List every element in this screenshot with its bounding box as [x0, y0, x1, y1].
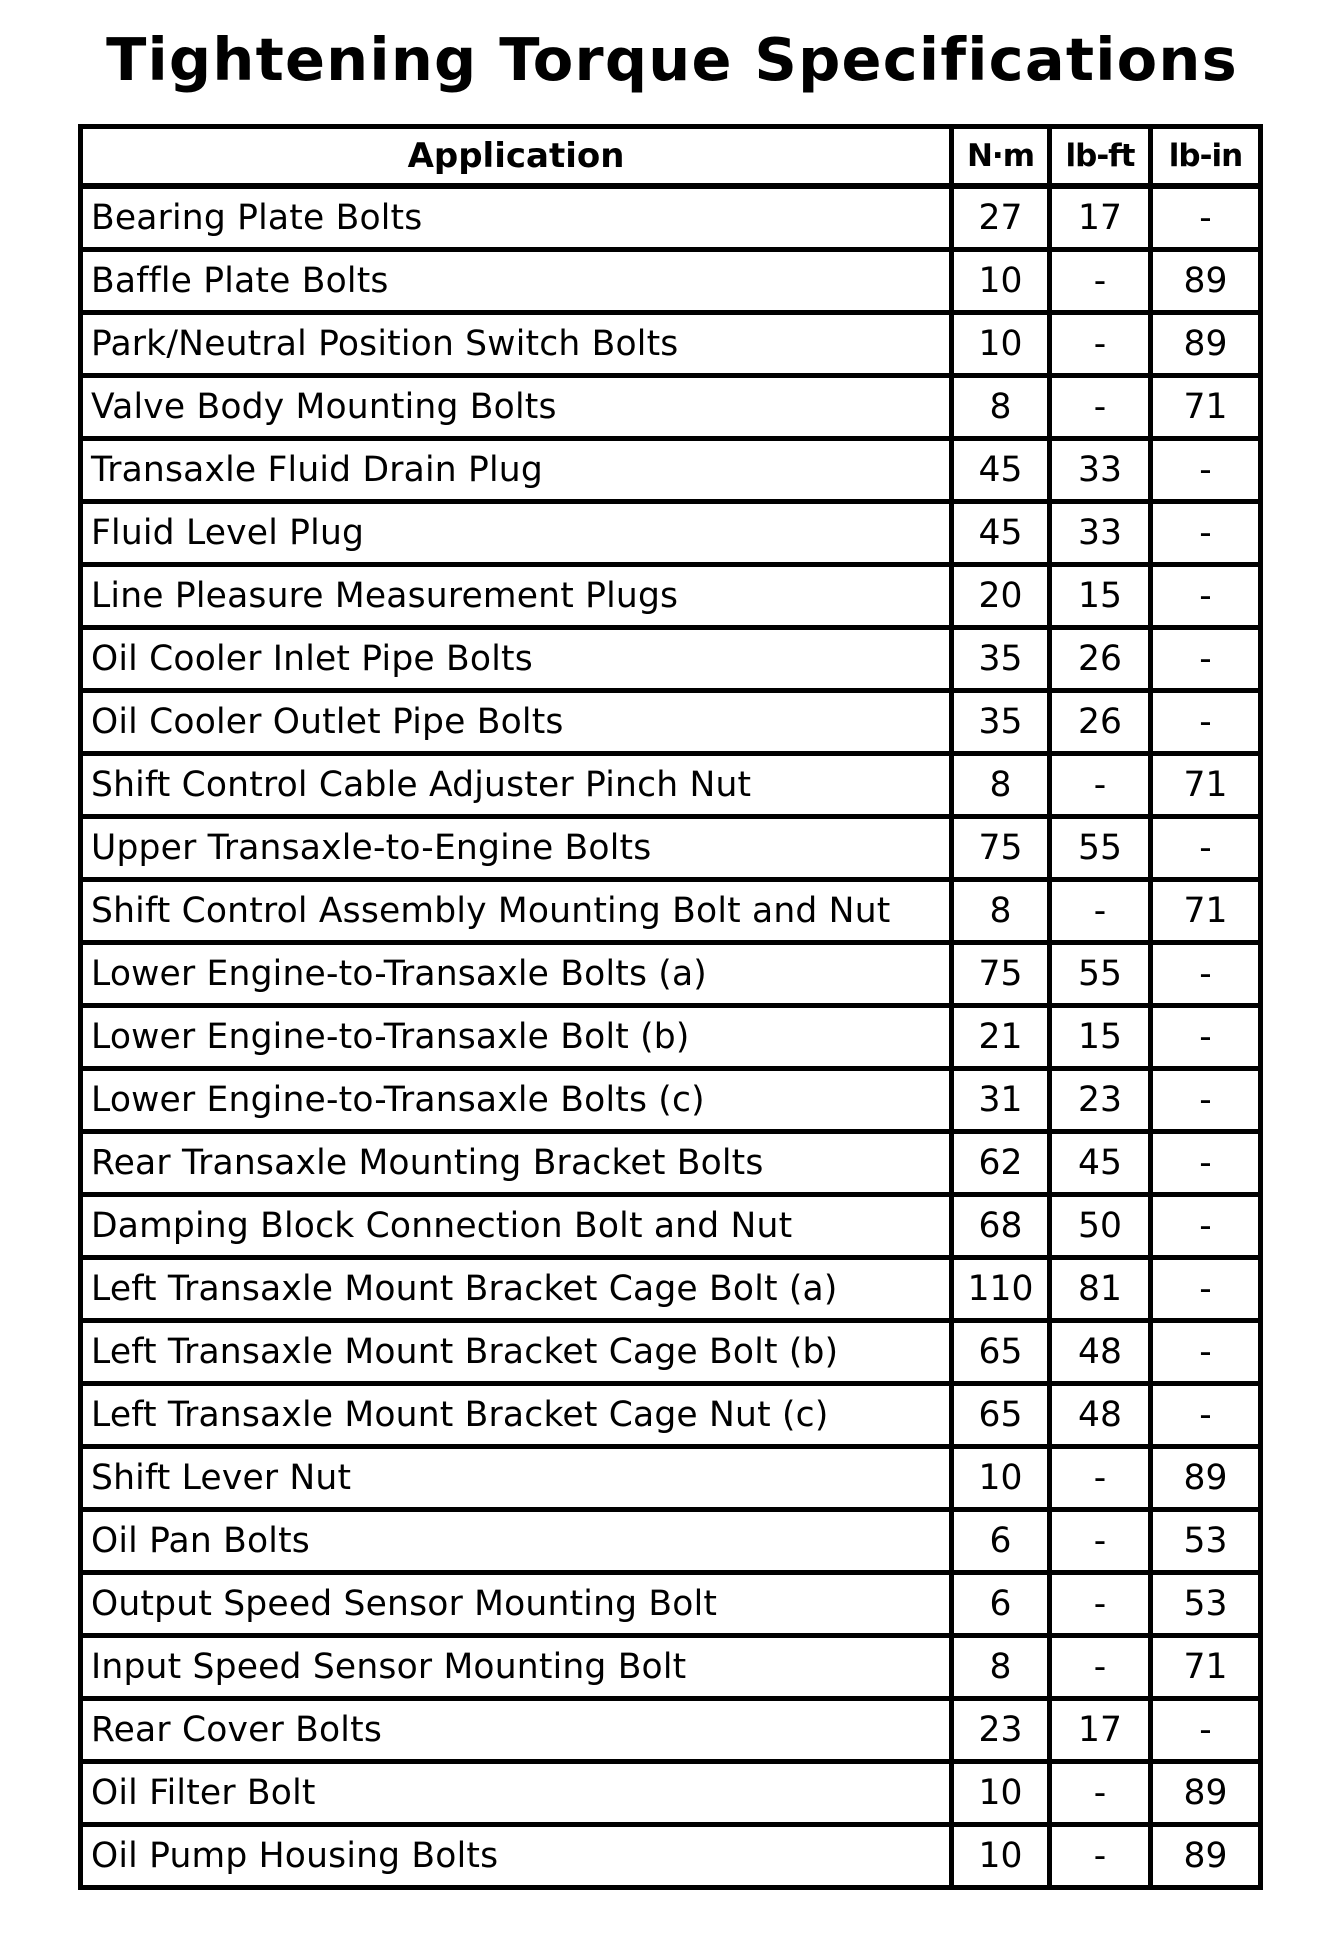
cell-lb-ft: 45	[1050, 1132, 1151, 1195]
cell-nm: 65	[952, 1384, 1050, 1447]
cell-lb-ft: -	[1050, 1762, 1151, 1825]
cell-lb-ft: -	[1050, 1825, 1151, 1888]
cell-nm: 110	[952, 1258, 1050, 1321]
cell-lb-ft: 81	[1050, 1258, 1151, 1321]
cell-nm: 35	[952, 691, 1050, 754]
cell-lb-ft: -	[1050, 250, 1151, 313]
table-row	[81, 1195, 1261, 1258]
cell-lb-in: 89	[1151, 313, 1261, 376]
cell-lb-in: -	[1151, 1069, 1261, 1132]
cell-lb-ft: 15	[1050, 565, 1151, 628]
cell-lb-ft: 17	[1050, 1699, 1151, 1762]
header-lb-in: lb-in	[1151, 127, 1261, 187]
cell-lb-ft: -	[1050, 376, 1151, 439]
cell-nm: 27	[952, 186, 1050, 250]
cell-nm: 45	[952, 502, 1050, 565]
cell-application: Oil Pan Bolts	[81, 1510, 952, 1573]
cell-application: Park/Neutral Position Switch Bolts	[81, 313, 952, 376]
table-row	[81, 817, 1261, 880]
table-body	[81, 186, 1261, 1888]
cell-application: Oil Cooler Outlet Pipe Bolts	[81, 691, 952, 754]
cell-lb-in: -	[1151, 1195, 1261, 1258]
table-row	[81, 1321, 1261, 1384]
cell-lb-in: -	[1151, 439, 1261, 502]
cell-application: Output Speed Sensor Mounting Bolt	[81, 1573, 952, 1636]
cell-lb-ft: 33	[1050, 502, 1151, 565]
cell-lb-in: -	[1151, 628, 1261, 691]
cell-lb-ft: 48	[1050, 1384, 1151, 1447]
cell-nm: 8	[952, 880, 1050, 943]
cell-lb-ft: 17	[1050, 186, 1151, 250]
table-row	[81, 1447, 1261, 1510]
table-row	[81, 1006, 1261, 1069]
cell-application: Bearing Plate Bolts	[81, 186, 952, 250]
cell-nm: 21	[952, 1006, 1050, 1069]
cell-nm: 10	[952, 250, 1050, 313]
cell-lb-in: -	[1151, 817, 1261, 880]
cell-application: Shift Control Assembly Mounting Bolt and Nut	[81, 880, 952, 943]
cell-lb-ft: -	[1050, 1510, 1151, 1573]
cell-nm: 35	[952, 628, 1050, 691]
cell-nm: 20	[952, 565, 1050, 628]
cell-application: Baffle Plate Bolts	[81, 250, 952, 313]
cell-lb-ft: -	[1050, 1447, 1151, 1510]
cell-application: Oil Pump Housing Bolts	[81, 1825, 952, 1888]
table-row	[81, 1699, 1261, 1762]
header-nm: N·m	[952, 127, 1050, 187]
torque-spec-table	[78, 124, 1263, 1890]
table-row	[81, 1825, 1261, 1888]
cell-nm: 8	[952, 376, 1050, 439]
cell-lb-in: 71	[1151, 376, 1261, 439]
cell-application: Input Speed Sensor Mounting Bolt	[81, 1636, 952, 1699]
cell-nm: 68	[952, 1195, 1050, 1258]
cell-application: Line Pleasure Measurement Plugs	[81, 565, 952, 628]
cell-application: Left Transaxle Mount Bracket Cage Nut (c)	[81, 1384, 952, 1447]
cell-nm: 65	[952, 1321, 1050, 1384]
cell-application: Oil Filter Bolt	[81, 1762, 952, 1825]
cell-lb-in: -	[1151, 1321, 1261, 1384]
table-row	[81, 376, 1261, 439]
cell-application: Left Transaxle Mount Bracket Cage Bolt (b)	[81, 1321, 952, 1384]
cell-nm: 6	[952, 1510, 1050, 1573]
cell-nm: 10	[952, 313, 1050, 376]
cell-nm: 10	[952, 1447, 1050, 1510]
cell-lb-ft: -	[1050, 313, 1151, 376]
cell-application: Damping Block Connection Bolt and Nut	[81, 1195, 952, 1258]
cell-lb-in: -	[1151, 943, 1261, 1006]
cell-application: Rear Cover Bolts	[81, 1699, 952, 1762]
cell-lb-in: -	[1151, 565, 1261, 628]
table-row	[81, 1069, 1261, 1132]
cell-nm: 31	[952, 1069, 1050, 1132]
cell-nm: 10	[952, 1825, 1050, 1888]
table-row	[81, 1132, 1261, 1195]
cell-nm: 10	[952, 1762, 1050, 1825]
cell-nm: 8	[952, 1636, 1050, 1699]
cell-lb-in: 71	[1151, 1636, 1261, 1699]
cell-application: Lower Engine-to-Transaxle Bolts (c)	[81, 1069, 952, 1132]
cell-nm: 45	[952, 439, 1050, 502]
table-row	[81, 1573, 1261, 1636]
table-row	[81, 754, 1261, 817]
table-row	[81, 1258, 1261, 1321]
cell-lb-in: -	[1151, 691, 1261, 754]
cell-application: Upper Transaxle-to-Engine Bolts	[81, 817, 952, 880]
cell-application: Oil Cooler Inlet Pipe Bolts	[81, 628, 952, 691]
page-title: Tightening Torque Specifications	[106, 25, 1238, 94]
cell-lb-in: -	[1151, 1699, 1261, 1762]
table-row	[81, 1762, 1261, 1825]
cell-lb-ft: 26	[1050, 628, 1151, 691]
cell-application: Left Transaxle Mount Bracket Cage Bolt (a)	[81, 1258, 952, 1321]
table-row	[81, 439, 1261, 502]
cell-nm: 23	[952, 1699, 1050, 1762]
table-row	[81, 313, 1261, 376]
cell-lb-in: -	[1151, 502, 1261, 565]
table-row	[81, 1636, 1261, 1699]
cell-lb-in: -	[1151, 1006, 1261, 1069]
cell-nm: 8	[952, 754, 1050, 817]
cell-lb-in: 53	[1151, 1510, 1261, 1573]
cell-lb-ft: 15	[1050, 1006, 1151, 1069]
cell-application: Shift Lever Nut	[81, 1447, 952, 1510]
table-row	[81, 565, 1261, 628]
cell-lb-ft: -	[1050, 754, 1151, 817]
cell-nm: 75	[952, 817, 1050, 880]
header-application: Application	[81, 127, 952, 187]
cell-lb-in: -	[1151, 186, 1261, 250]
cell-lb-ft: 55	[1050, 817, 1151, 880]
cell-lb-ft: 48	[1050, 1321, 1151, 1384]
cell-lb-in: 89	[1151, 250, 1261, 313]
table-row	[81, 1510, 1261, 1573]
cell-nm: 62	[952, 1132, 1050, 1195]
cell-lb-ft: 50	[1050, 1195, 1151, 1258]
cell-nm: 75	[952, 943, 1050, 1006]
cell-lb-in: 89	[1151, 1447, 1261, 1510]
table-row	[81, 880, 1261, 943]
cell-application: Lower Engine-to-Transaxle Bolt (b)	[81, 1006, 952, 1069]
cell-lb-ft: -	[1050, 1573, 1151, 1636]
cell-lb-in: -	[1151, 1132, 1261, 1195]
table-row	[81, 250, 1261, 313]
cell-lb-ft: -	[1050, 1636, 1151, 1699]
cell-application: Valve Body Mounting Bolts	[81, 376, 952, 439]
cell-application: Shift Control Cable Adjuster Pinch Nut	[81, 754, 952, 817]
cell-application: Lower Engine-to-Transaxle Bolts (a)	[81, 943, 952, 1006]
cell-nm: 6	[952, 1573, 1050, 1636]
cell-lb-in: 89	[1151, 1825, 1261, 1888]
cell-lb-ft: 23	[1050, 1069, 1151, 1132]
header-lb-ft: lb-ft	[1050, 127, 1151, 187]
cell-lb-in: -	[1151, 1258, 1261, 1321]
table-row	[81, 943, 1261, 1006]
cell-lb-ft: 33	[1050, 439, 1151, 502]
cell-lb-in: 71	[1151, 754, 1261, 817]
cell-lb-in: 89	[1151, 1762, 1261, 1825]
cell-lb-ft: 55	[1050, 943, 1151, 1006]
cell-application: Rear Transaxle Mounting Bracket Bolts	[81, 1132, 952, 1195]
table-row	[81, 502, 1261, 565]
table-row	[81, 628, 1261, 691]
cell-application: Fluid Level Plug	[81, 502, 952, 565]
cell-lb-in: 53	[1151, 1573, 1261, 1636]
table-row	[81, 186, 1261, 250]
cell-lb-ft: -	[1050, 880, 1151, 943]
cell-lb-in: 71	[1151, 880, 1261, 943]
table-row	[81, 691, 1261, 754]
cell-lb-in: -	[1151, 1384, 1261, 1447]
cell-lb-ft: 26	[1050, 691, 1151, 754]
table-row	[81, 1384, 1261, 1447]
table-header-row	[81, 127, 1261, 187]
cell-application: Transaxle Fluid Drain Plug	[81, 439, 952, 502]
